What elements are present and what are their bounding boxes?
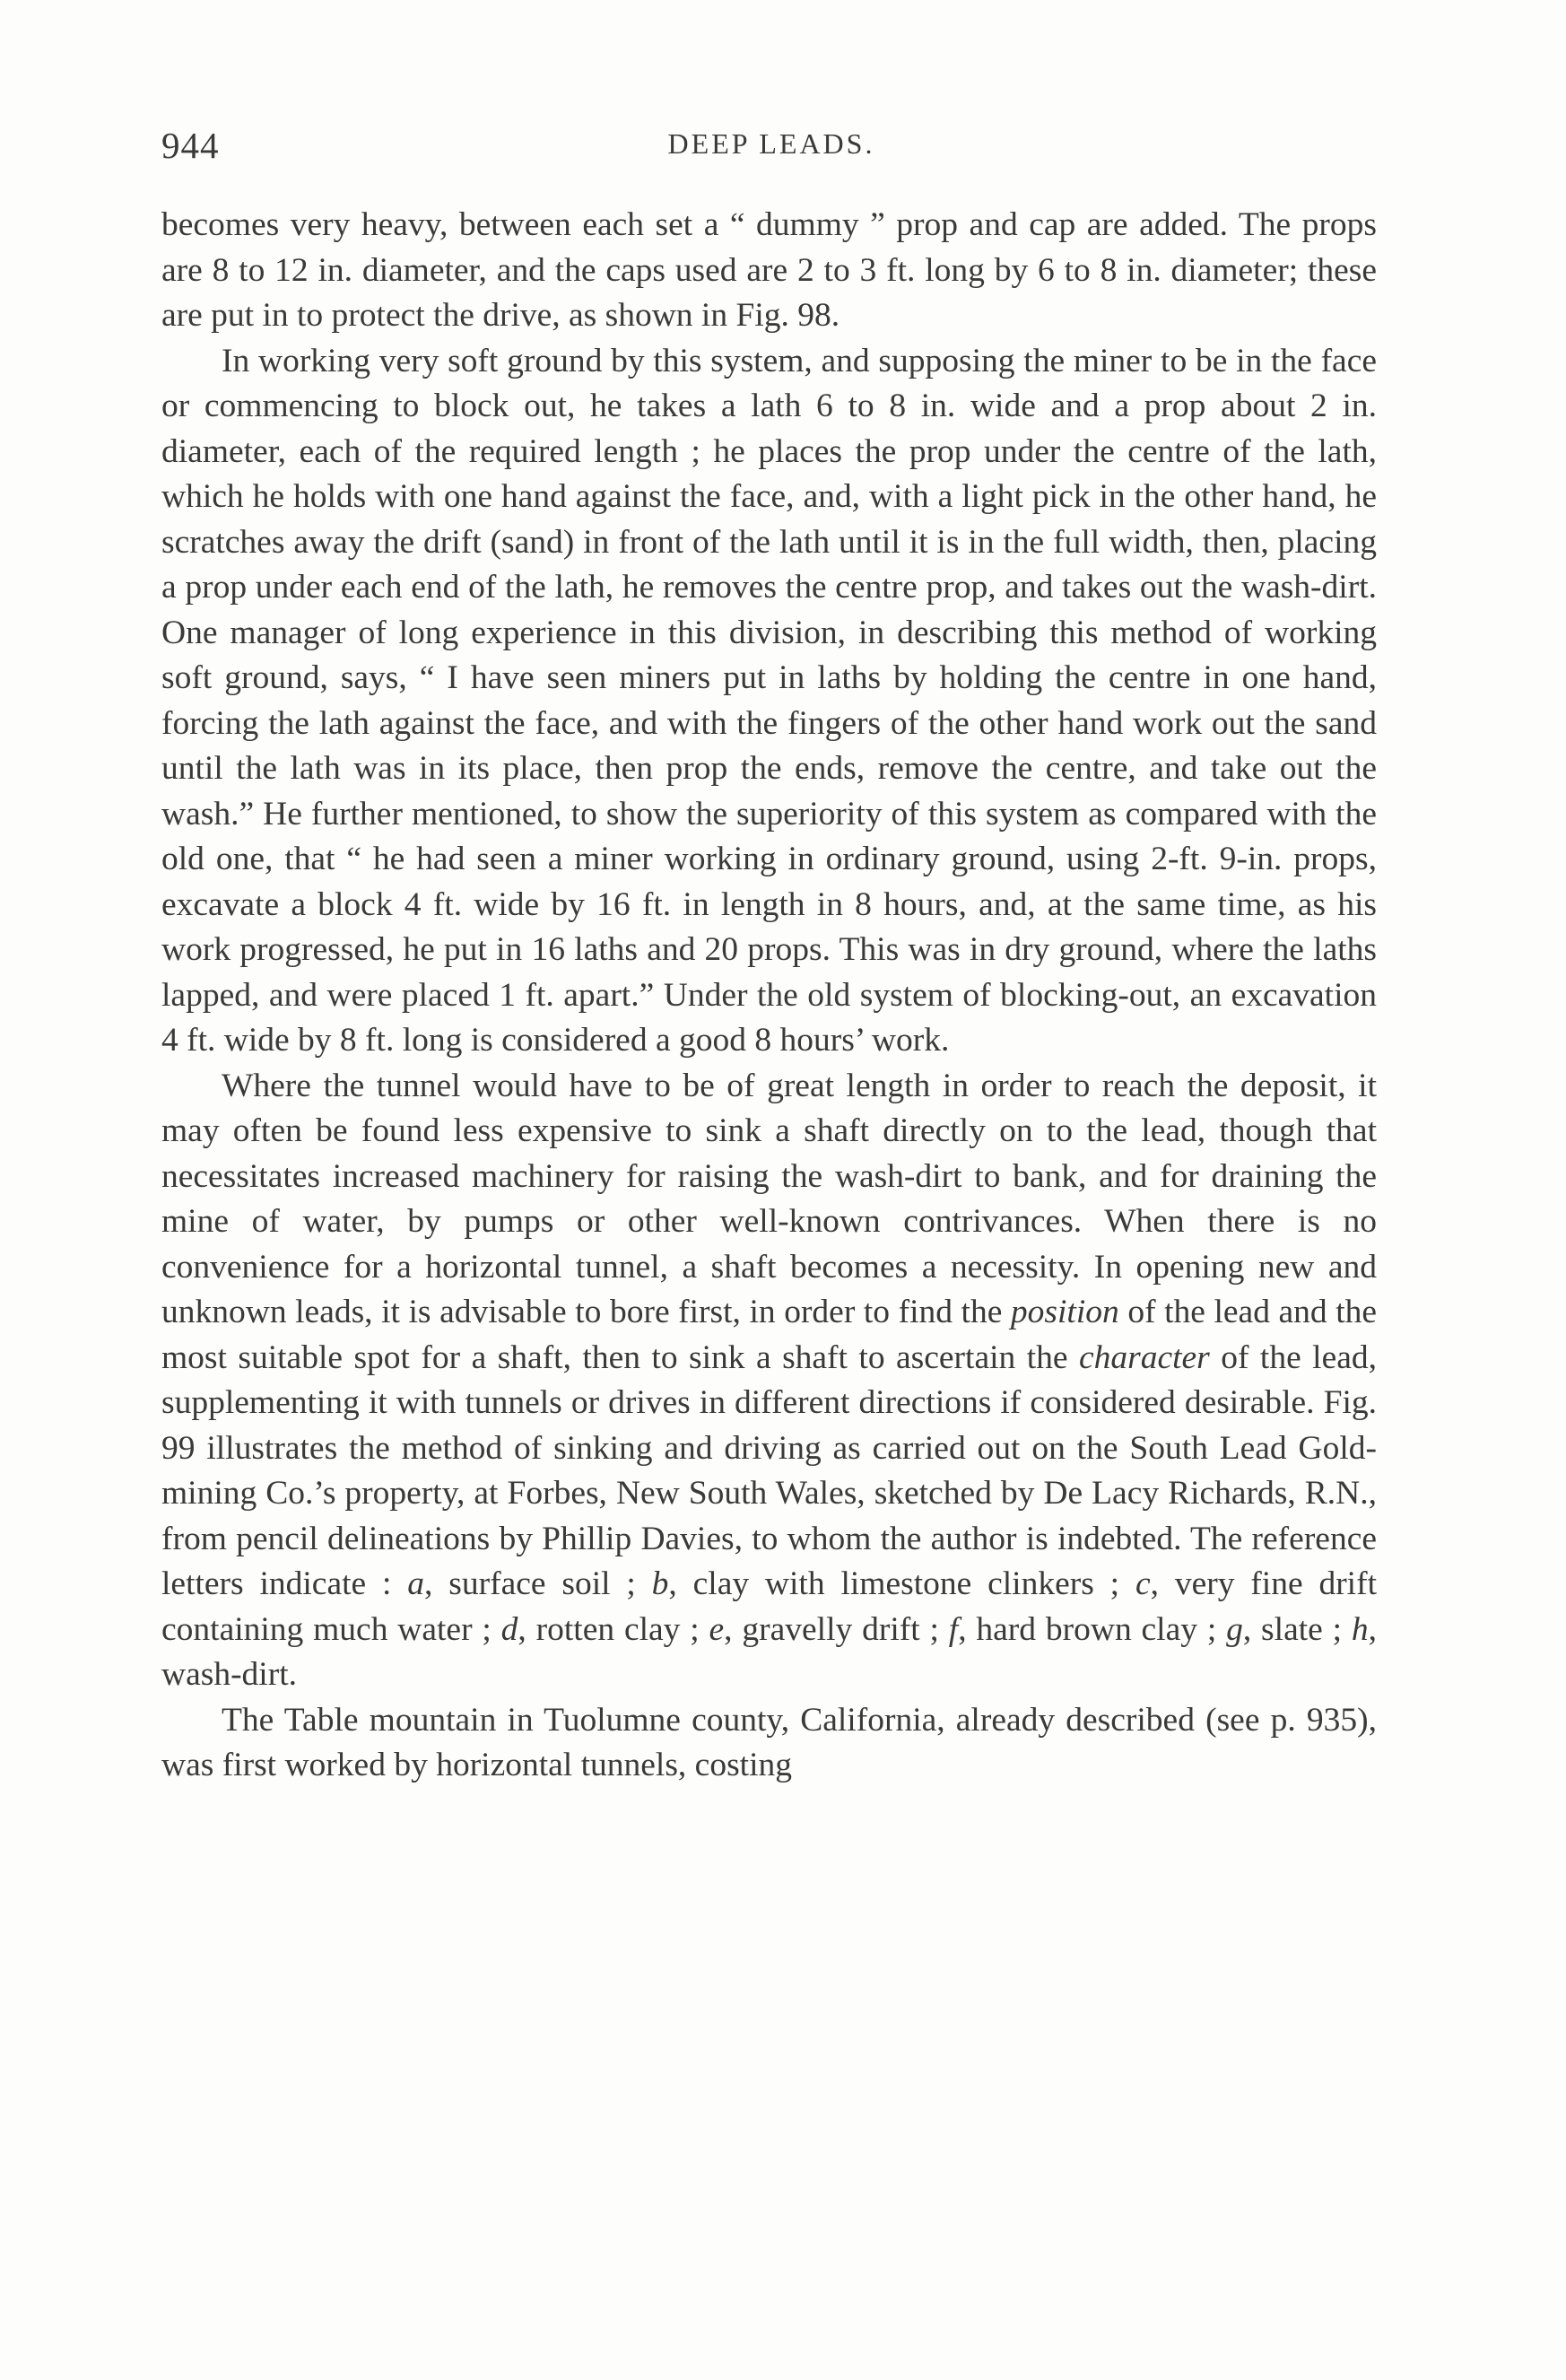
text-run: , wash-dirt. [161,1610,1378,1693]
italic-term: position [1010,1294,1119,1330]
text-run: The Table mountain in Tuolumne county, California, already described (see p. 935), was first worked by horizontal tunnels, costing [161,1701,1377,1783]
text-run: In working very soft ground by this system, and supposing the miner to be in the face or commencing to block out, he takes a lath 6 to 8 in. wide and a prop about 2 in. diameter, each of the required length ; he places the prop under the centre of the lath, which he holds with one hand against the face, and, with a light pick in the other hand, he scratches away the drift (sand) in front of the lath until it is in the full width, then, placing a prop under each end of the lath, he removes the centre prop, and takes out the wash-dirt. One manager of long experience in this division, in describing this method of working soft ground, says, “ I have seen miners put in laths by holding the centre in one hand, forcing the lath against the face, and with the fingers of the other hand work out the sand until the lath was in its place, then prop the ends, remove the centre, and take out the wash.” He further mentioned, to show the superiority of this system as compared with the old one, that “ he had seen a miner working in ordinary ground, using 2-ft. 9-in. props, excavate a block 4 ft. wide by 16 ft. in length in 8 hours, and, at the same time, as his work progressed, he put in 16 laths and 20 props. This was in dry ground, where the laths lapped, and were placed 1 ft. apart.” Under the old system of blocking-out, an excavation 4 ft. wide by 8 ft. long is considered a good 8 hours’ work. [161,342,1377,1059]
running-title: DEEP LEADS. [667,127,875,160]
italic-term: g [1226,1610,1243,1648]
page-number: 944 [161,125,220,166]
text-run: of the lead and the most suitable spot for a shaft, then to sink a shaft to ascertain the [161,1294,1378,1376]
text-run: , gravelly drift ; [724,1610,949,1648]
text-run: , rotten clay ; [518,1610,709,1648]
text-run: Where the tunnel would have to be of great length in order to reach the deposit, it may often be found less expensive to sink a shaft directly on to the lead, though that necessitates increased machinery for raising the wash-dirt to bank, and for draining the mine of water, by pumps or other well-known contrivances. When there is no convenience for a horizontal tunnel, a shaft becomes a necessity. In opening new and unknown leads, it is advisable to bore first, in order to find the [161,1067,1377,1330]
italic-term: a [407,1565,425,1602]
italic-term: f [948,1610,959,1648]
text-run: becomes very heavy, between each set a “ dummy ” prop and cap are added. The props are 8 to 12 in. diameter, and the caps used are 2 to 3 ft. long by 6 to 8 in. diameter; these are put in to protect the drive, as shown in Fig. 98. [161,206,1377,334]
body-text [161,203,1377,1789]
italic-term: e [709,1610,725,1648]
italic-term: character [1078,1338,1210,1376]
italic-term: c [1135,1565,1151,1602]
italic-term: d [500,1610,518,1648]
paragraph [161,339,1377,1064]
text-run: , clay with limestone clinkers ; [668,1565,1135,1602]
page-header [161,124,1381,178]
italic-term: h [1351,1610,1369,1648]
text-run: , very fine drift containing much water ; [161,1565,1378,1648]
paragraph [161,1698,1377,1789]
paragraph [161,203,1377,339]
paragraph [161,1064,1377,1698]
text-run: , surface soil ; [424,1565,652,1602]
italic-term: b [651,1565,669,1602]
text-run: , hard brown clay ; [958,1610,1227,1648]
text-run: of the lead, supplementing it with tunnels or drives in different directions if considered desirable. Fig. 99 illustrates the method of sinking and driving as carried out on the South Lead Gold-mining Co.’s property, at Forbes, New South Wales, sketched by De Lacy Richards, R.N., from pencil delineations by Phillip Davies, to whom the author is indebted. The reference letters indicate : [161,1338,1378,1602]
text-run: , slate ; [1242,1610,1352,1648]
